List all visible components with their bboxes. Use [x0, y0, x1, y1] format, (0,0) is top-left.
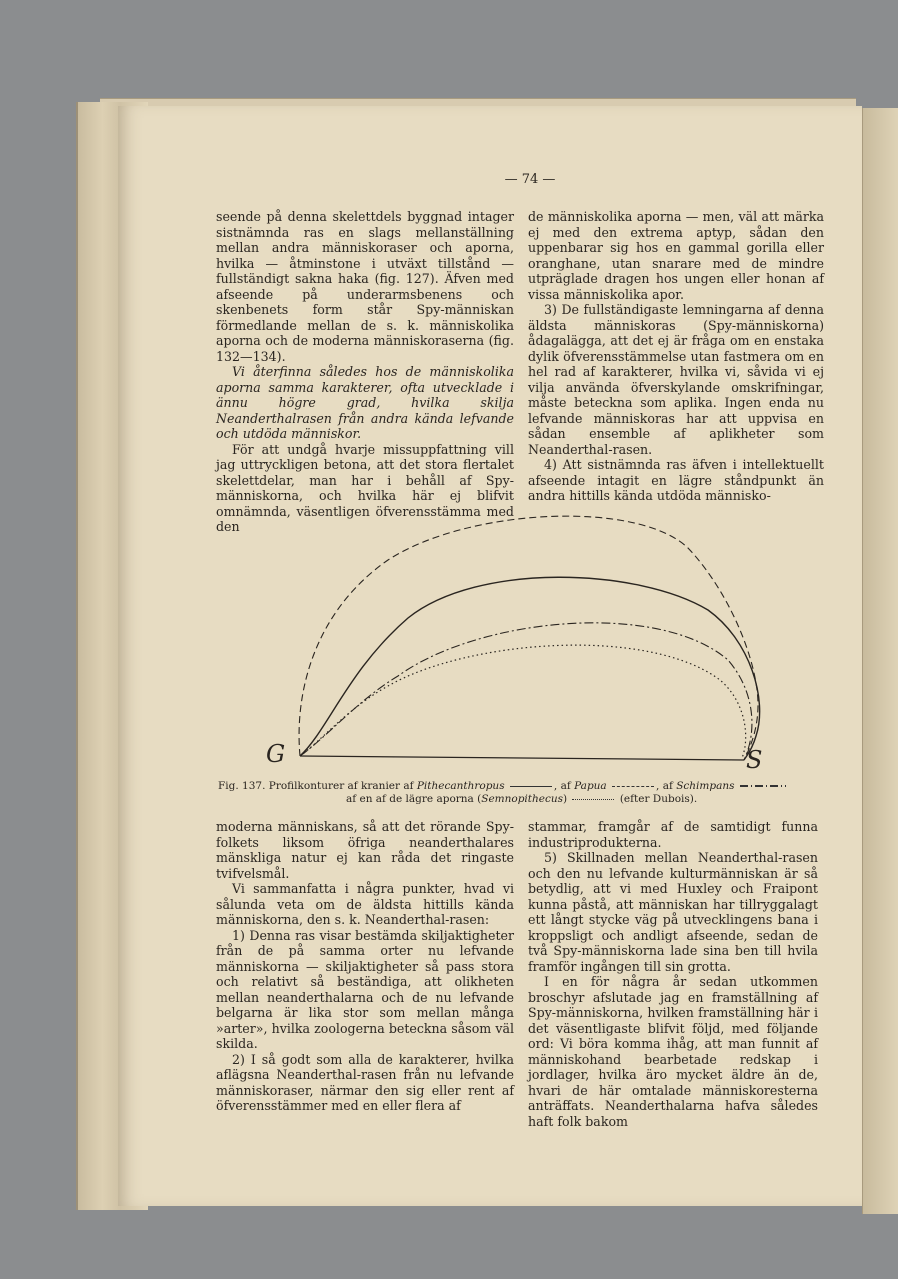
column-left-bottom — [216, 819, 514, 1114]
facing-page-edge — [862, 108, 898, 1214]
paragraph: 2) I så godt som alla de karakterer, hvilka aflägsna Neanderthal-rasen från nu lefvande människoraser, närmar den sig eller rent af öfverensstämmer med en eller flera af — [216, 1051, 514, 1113]
paragraph: moderna människans, så att det rörande Spy-folkets liksom öfriga neanderthalares mänskliga natur ej kan råda det ringaste tvifvelsmål. — [216, 819, 514, 881]
paragraph: de människolika aporna — men, väl att märka ej med den extrema aptyp, sådan den uppenbarar sig hos en gammal gorilla eller oranghane, utan snarare med de mindre utpräglade dragen hos ungen eller honan af vissa människolika apor. — [528, 209, 824, 302]
paragraph: stammar, framgår af de samtidigt funna industriprodukterna. — [528, 819, 818, 850]
skull-profile-drawing — [258, 500, 798, 780]
page-number: — 74 — — [504, 172, 556, 187]
caption-text: Profilkonturer af kranier af — [268, 780, 414, 792]
figure-caption — [218, 780, 822, 806]
paragraph: 3) De fullständigaste lemningarna af denna äldsta människoras (Spy-människorna) ådagalägga, att det ej är fråga om en enstaka dylik öfverensstämmelse utan fastmera om en hel rad af karakterer, hvilka vi, såvida vi ej vilja använda öfverskylande omskrifningar, måste beteckna som aplika. Ingen enda nu lefvande människoras har att uppvisa en sådan ensemble af aplikheter som Neanderthal-rasen. — [528, 302, 824, 457]
caption-fig-number: Fig. 137. — [218, 780, 266, 792]
figure-label-s: S — [746, 746, 763, 774]
baseline-g-s — [300, 756, 744, 760]
caption-text: ) — [563, 793, 568, 805]
paragraph: 1) Denna ras visar bestämda skiljaktigheter från de på samma orter nu lefvande människorna — skiljaktigheter så pass stora och relativt så beständiga, att olikheten mellan neanderthalarna och de nu lefvande belgarna är lika stor som mellan många »arter», hvilka zoologerna beteckna såsom väl skilda. — [216, 927, 514, 1051]
legend-dashed-line — [612, 786, 654, 787]
profile-papua — [300, 623, 752, 760]
paragraph: För att undgå hvarje missuppfattning vill jag uttryckligen betona, att det stora flertalet skelettdelar, man har i behåll af Spy-människorna, och hvilka här ej blifvit omnämnda, väsentligen öfverensstämma med den — [216, 441, 514, 534]
column-right-bottom — [528, 819, 818, 1129]
caption-species: Schimpans — [676, 780, 735, 792]
paragraph-italic: Vi återfinna således hos de människolika aporna samma karakterer, ofta utvecklade i ännu högre grad, hvilka skilja Neanderthalrasen från andra kända lefvande och utdöda människor. — [216, 364, 514, 441]
caption-species: Semnopithecus — [481, 793, 564, 805]
figure-label-g: G — [266, 740, 286, 768]
legend-dotted-line — [572, 799, 614, 800]
caption-text: , af — [553, 780, 571, 792]
profile-pithecanthropus — [300, 577, 760, 760]
caption-credit: (efter Dubois). — [619, 793, 698, 805]
caption-text: af en af de lägre aporna ( — [346, 793, 482, 805]
paragraph: 5) Skillnaden mellan Neanderthal-rasen och den nu lefvande kulturmänniskan är så betydlig, att vi med Huxley och Fraipont kunna påstå, att människan har tillryggalagt ett långt stycke väg på utvecklingens bana i kroppsligt och andligt afseende, sedan de två Spy-människorna lade sina ben till hvila framför ingången till sin grotta. — [528, 850, 818, 974]
column-left-top — [216, 209, 514, 535]
caption-text: , af — [656, 780, 673, 792]
legend-dashdot-line — [740, 785, 786, 787]
skull-profile-figure — [258, 500, 798, 780]
paragraph: Vi sammanfatta i några punkter, hvad vi sålunda veta om de äldsta hittills kända människorna, den s. k. Neanderthal-rasen: — [216, 881, 514, 927]
paragraph: I en för några år sedan utkommen broschyr afslutade jag en framställning af Spy-människorna, hvilken framställning här i det väsentligaste blifvit följd, med följande ord: Vi böra komma ihåg, att man funnit af människohand bearbetade redskap i jordlager, hvilka äro mycket äldre än de, hvari de här omtalade människoresterna anträffats. Neanderthalarna hafva således haft folk bakom — [528, 974, 818, 1129]
paragraph: 4) Att sistnämnda ras äfven i intellektuellt afseende intagit en lägre ståndpunkt än andra hittills kända utdöda människo- — [528, 457, 824, 503]
caption-line-2 — [218, 793, 822, 806]
legend-solid-line — [510, 786, 552, 787]
caption-line-1 — [218, 780, 822, 793]
column-right-top — [528, 209, 824, 504]
caption-species: Papua — [574, 780, 607, 792]
paragraph: seende på denna skelettdels byggnad intager sistnämnda ras en slags mellanställning mellan andra människoraser och aporna, hvilka — åtminstone i utväxt tillstånd — fullständigt sakna haka (fig. 127). Äfven med afseende på underarmsbenens och skenbenets form står Spy-människan förmedlande mellan de s. k. människolika aporna och de moderna människoraserna (fig. 132—134). — [216, 209, 514, 364]
caption-species: Pithecanthropus — [416, 780, 505, 792]
